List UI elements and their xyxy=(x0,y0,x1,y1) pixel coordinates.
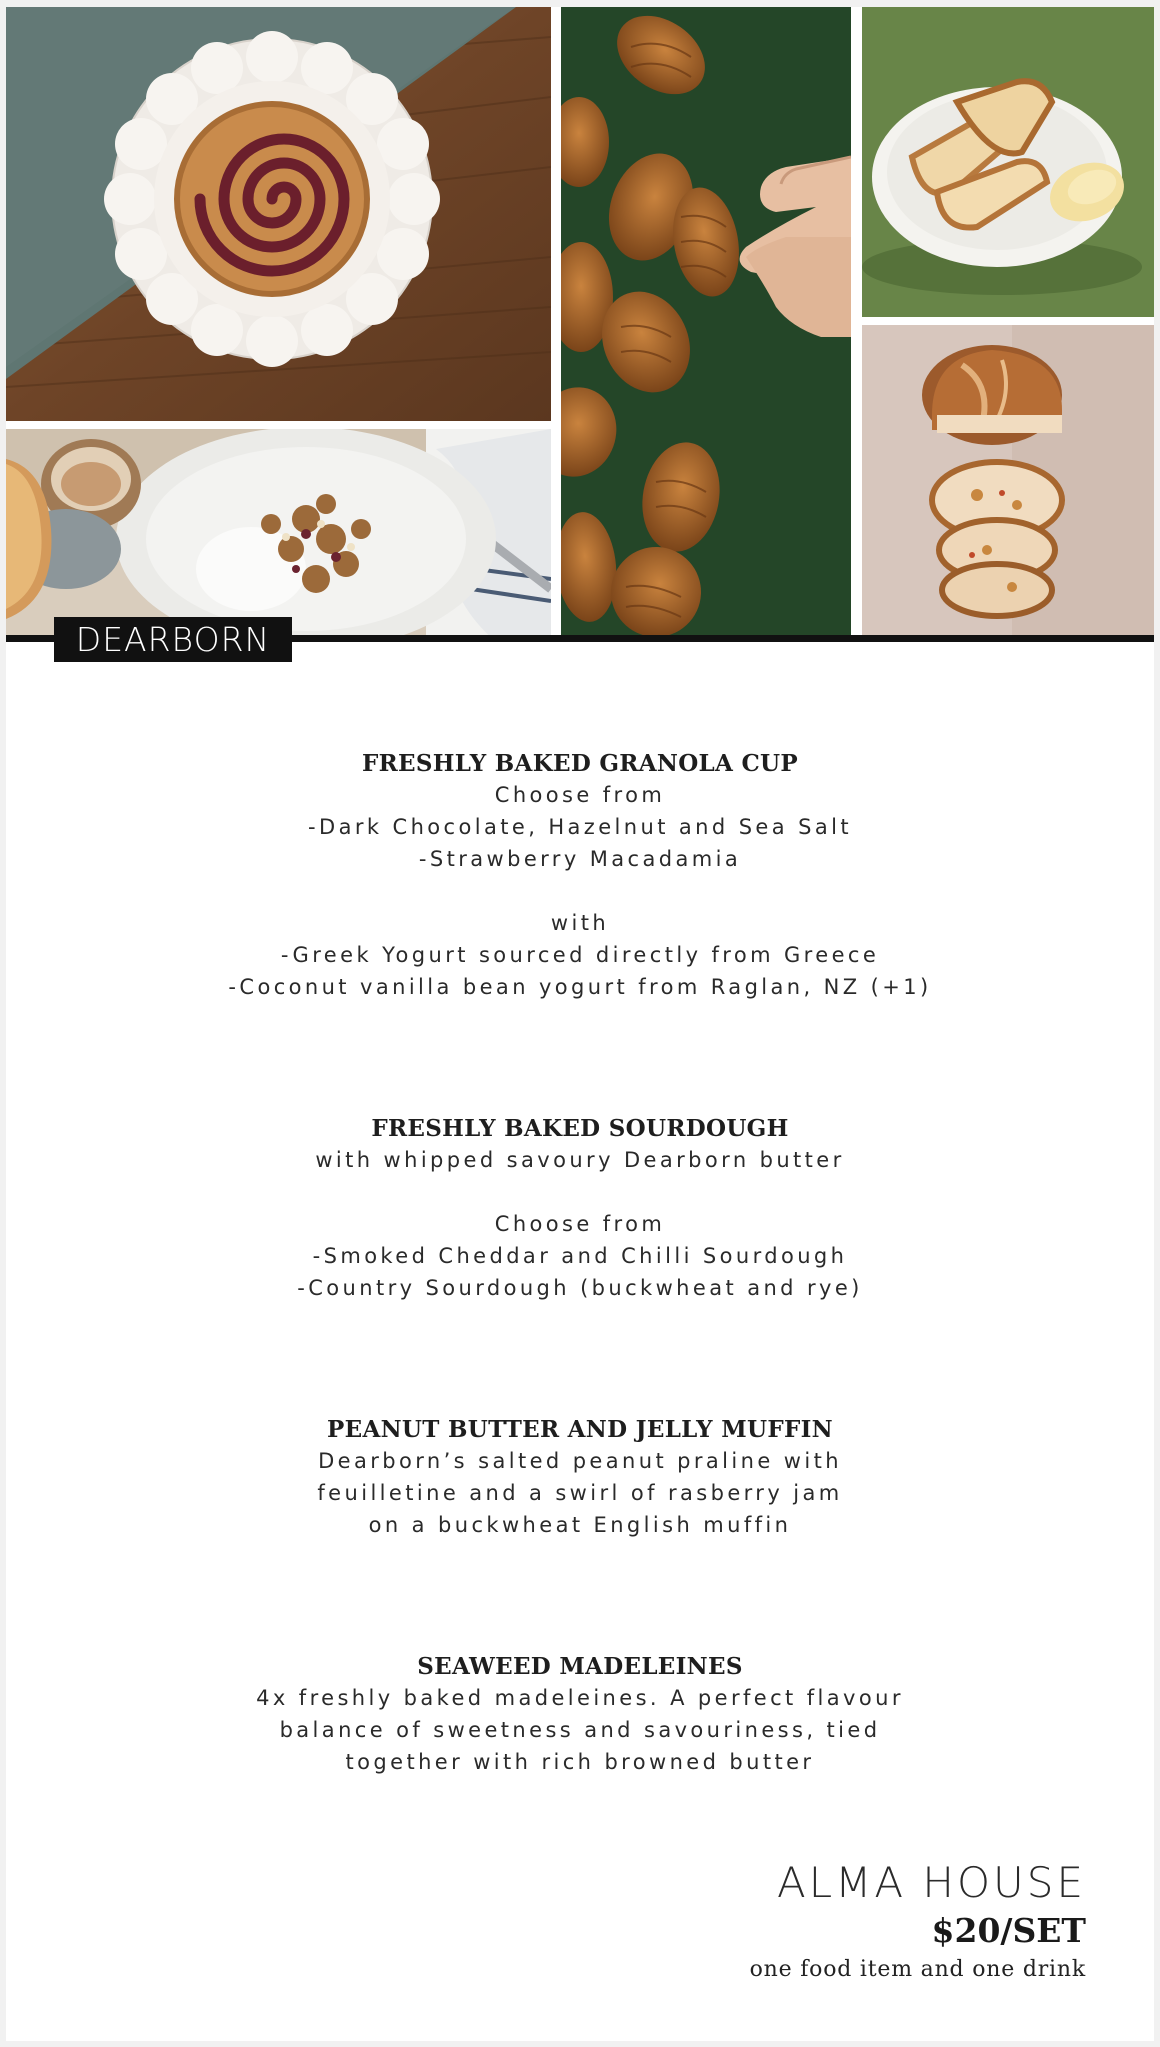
menu-item-granola-cup xyxy=(6,749,1154,1003)
item-line: on a buckwheat English muffin xyxy=(368,1513,792,1537)
madeleines-photo xyxy=(561,7,851,635)
item-title: FRESHLY BAKED SOURDOUGH xyxy=(371,1115,789,1142)
item-line: Choose from xyxy=(494,783,666,807)
footer-brand: ALMA HOUSE xyxy=(776,1858,1086,1907)
dearborn-logo xyxy=(54,617,292,662)
spacer xyxy=(6,1176,1154,1208)
yogurt-granola-photo xyxy=(6,429,551,642)
item-line: -Coconut vanilla bean yogurt from Raglan, NZ (+1) xyxy=(228,975,932,999)
item-line: -Dark Chocolate, Hazelnut and Sea Salt xyxy=(308,815,852,839)
item-line: Dearborn’s salted peanut praline with xyxy=(318,1449,842,1473)
set-price: $20/SET xyxy=(931,1911,1086,1950)
sourdough-loaf-photo xyxy=(862,325,1154,635)
set-note: one food item and one drink xyxy=(749,1957,1086,1982)
item-line: -Strawberry Macadamia xyxy=(418,847,742,871)
menu-item-pbj-muffin xyxy=(6,1415,1154,1541)
menu-page xyxy=(6,7,1154,2041)
item-line: with xyxy=(550,911,610,935)
item-title: PEANUT BUTTER AND JELLY MUFFIN xyxy=(327,1416,833,1443)
item-line: 4x freshly baked madeleines. A perfect flavour xyxy=(256,1686,904,1710)
menu-item-seaweed-madeleines xyxy=(6,1652,1154,1778)
footer xyxy=(750,1859,1086,1987)
logo-text: DEARBORN xyxy=(75,620,271,659)
sourdough-bowl-photo xyxy=(862,7,1154,317)
item-title: FRESHLY BAKED GRANOLA CUP xyxy=(361,750,799,777)
item-line: -Smoked Cheddar and Chilli Sourdough xyxy=(312,1244,848,1268)
item-line: -Country Sourdough (buckwheat and rye) xyxy=(297,1276,863,1300)
item-line: together with rich browned butter xyxy=(345,1750,815,1774)
item-line: feuilletine and a swirl of rasberry jam xyxy=(317,1481,843,1505)
menu-item-sourdough xyxy=(6,1114,1154,1304)
photo-collage xyxy=(6,7,1154,659)
item-line: with whipped savoury Dearborn butter xyxy=(315,1148,845,1172)
item-title: SEAWEED MADELEINES xyxy=(417,1653,743,1680)
item-line: balance of sweetness and savouriness, tied xyxy=(279,1718,881,1742)
item-line: Choose from xyxy=(494,1212,666,1236)
spacer xyxy=(6,875,1154,907)
granola-cup-photo xyxy=(6,7,551,421)
item-line: -Greek Yogurt sourced directly from Greece xyxy=(280,943,880,967)
